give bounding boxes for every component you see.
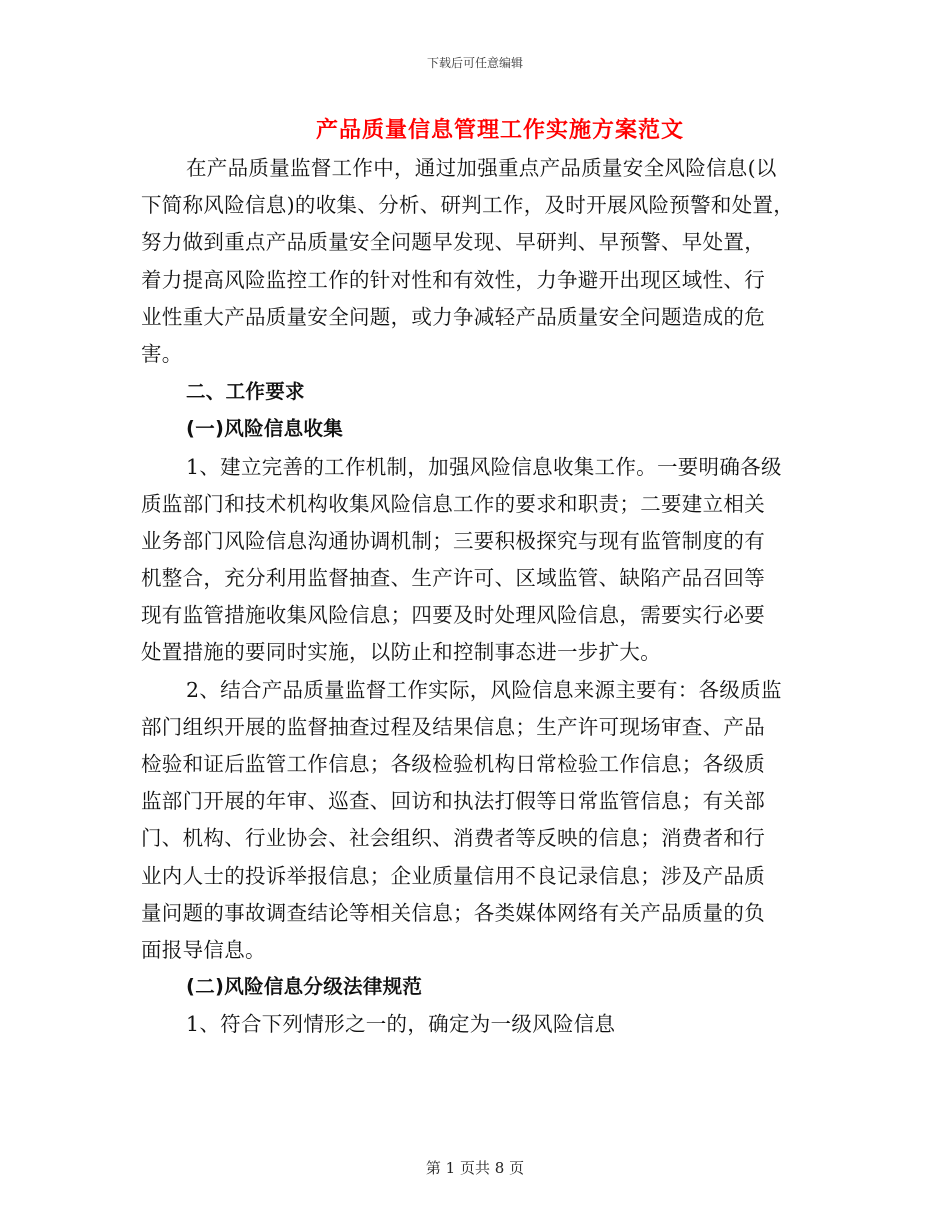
paragraph-line: 量问题的事故调查结论等相关信息；各类媒体网络有关产品质量的负 bbox=[141, 901, 765, 925]
paragraph-line: 处置措施的要同时实施，以防止和控制事态进一步扩大。 bbox=[141, 640, 661, 664]
paragraph-line: 努力做到重点产品质量安全问题早发现、早研判、早预警、早处置， bbox=[141, 230, 765, 254]
paragraph-line: 质监部门和技术机构收集风险信息工作的要求和职责；二要建立相关 bbox=[141, 492, 765, 516]
paragraph-line: 下简称风险信息)的收集、分析、研判工作，及时开展风险预警和处置， bbox=[141, 193, 795, 217]
paragraph-line: 害。 bbox=[141, 342, 183, 366]
paragraph-line: 业性重大产品质量安全问题，或力争减轻产品质量安全问题造成的危 bbox=[141, 305, 765, 329]
paragraph-line: 2、结合产品质量监督工作实际，风险信息来源主要有：各级质监 bbox=[186, 678, 782, 702]
paragraph-line: 门、机构、行业协会、社会组织、消费者等反映的信息；消费者和行 bbox=[141, 826, 765, 850]
paragraph-line: 部门组织开展的监督抽查过程及结果信息；生产许可现场审查、产品 bbox=[141, 715, 765, 739]
subsection-heading: (二)风险信息分级法律规范 bbox=[186, 975, 423, 998]
page-footer: 第 1 页共 8 页 bbox=[425, 1159, 525, 1177]
paragraph-line: 1、建立完善的工作机制，加强风险信息收集工作。一要明确各级 bbox=[186, 455, 782, 479]
document-title: 产品质量信息管理工作实施方案范文 bbox=[315, 118, 684, 143]
paragraph-line: 着力提高风险监控工作的针对性和有效性，力争避开出现区域性、行 bbox=[141, 268, 765, 292]
paragraph-line: 现有监管措施收集风险信息；四要及时处理风险信息，需要实行必要 bbox=[141, 603, 765, 627]
paragraph-line: 机整合，充分利用监督抽查、生产许可、区域监管、缺陷产品召回等 bbox=[141, 566, 765, 590]
paragraph-line: 业务部门风险信息沟通协调机制；三要积极探究与现有监管制度的有 bbox=[141, 529, 765, 553]
paragraph-line: 检验和证后监管工作信息；各级检验机构日常检验工作信息；各级质 bbox=[141, 752, 765, 776]
subsection-heading: (一)风险信息收集 bbox=[186, 417, 344, 440]
paragraph-line: 业内人士的投诉举报信息；企业质量信用不良记录信息；涉及产品质 bbox=[141, 864, 765, 888]
section-heading: 二、工作要求 bbox=[186, 380, 305, 403]
paragraph-line: 监部门开展的年审、巡查、回访和执法打假等日常监管信息；有关部 bbox=[141, 789, 765, 813]
paragraph-line: 1、符合下列情形之一的，确定为一级风险信息 bbox=[186, 1012, 616, 1036]
page-header: 下载后可任意编辑 bbox=[426, 56, 523, 70]
paragraph-line: 面报导信息。 bbox=[141, 938, 266, 962]
paragraph-line: 在产品质量监督工作中，通过加强重点产品质量安全风险信息(以 bbox=[186, 156, 777, 180]
